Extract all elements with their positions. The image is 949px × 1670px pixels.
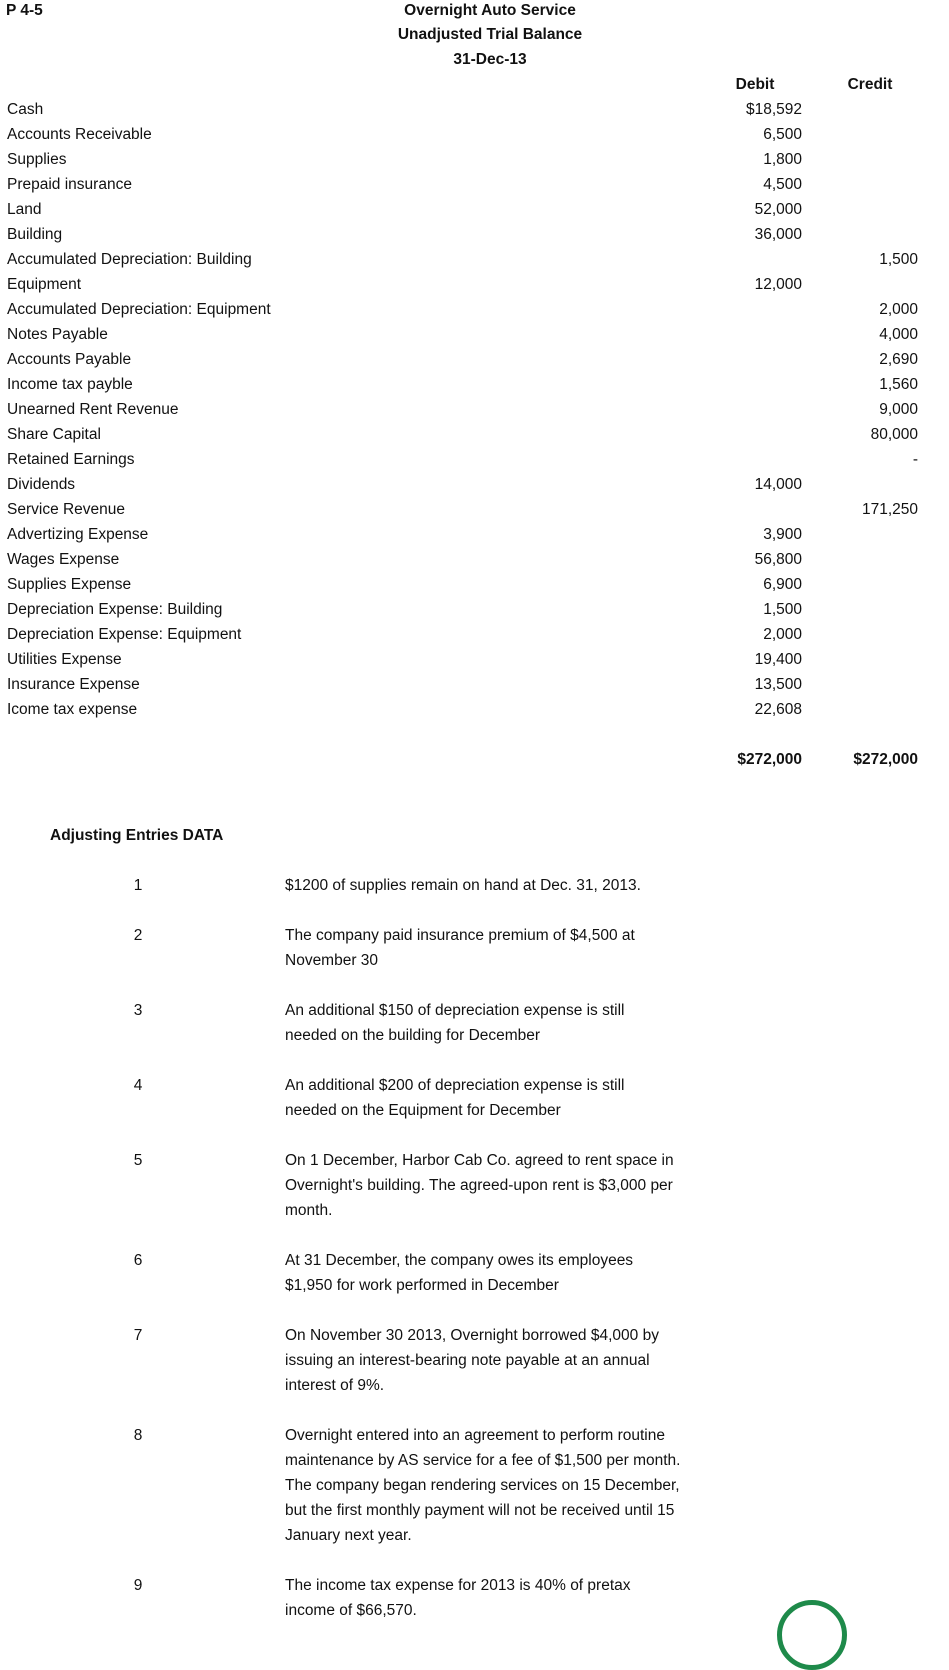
debit-amount: 22,608 — [754, 701, 802, 718]
account-row — [0, 150, 949, 175]
account-row — [0, 525, 949, 550]
account-row — [0, 100, 949, 125]
adjustment-text: The company paid insurance premium of $4,500 at November 30 — [285, 927, 635, 969]
account-row — [0, 350, 949, 375]
report-date: 31-Dec-13 — [453, 51, 527, 68]
account-row — [0, 125, 949, 150]
account-name: Accounts Payable — [7, 351, 132, 368]
adjustment-text: $1200 of supplies remain on hand at Dec. 31, 2013. — [285, 877, 641, 894]
debit-amount: 3,900 — [763, 526, 802, 543]
account-row — [0, 200, 949, 225]
adjustment-text: On 1 December, Harbor Cab Co. agreed to rent space in Overnight's building. The agreed-upon rent is $3,000 per month. — [285, 1152, 674, 1219]
total-debit: $272,000 — [737, 751, 802, 768]
account-row — [0, 275, 949, 300]
account-name: Wages Expense — [7, 551, 120, 568]
account-name: Depreciation Expense: Building — [7, 601, 223, 618]
credit-amount: 2,000 — [879, 301, 918, 318]
account-name: Notes Payable — [7, 326, 108, 343]
debit-amount: 6,900 — [763, 576, 802, 593]
account-row — [0, 175, 949, 200]
adjustment-number: 7 — [133, 1327, 143, 1344]
credit-amount: 1,560 — [879, 376, 918, 393]
debit-amount: 12,000 — [754, 276, 802, 293]
account-name: Accumulated Depreciation: Equipment — [7, 301, 271, 318]
debit-amount: 19,400 — [754, 651, 802, 668]
adjustment-text: An additional $150 of depreciation expense is still needed on the building for December — [285, 1002, 625, 1044]
debit-amount: 36,000 — [754, 226, 802, 243]
account-name: Cash — [7, 101, 44, 118]
adjustment-number: 1 — [133, 877, 143, 894]
adjustment-number: 4 — [133, 1077, 143, 1094]
debit-amount: 13,500 — [754, 676, 802, 693]
account-name: Equipment — [7, 276, 82, 293]
debit-amount: 52,000 — [754, 201, 802, 218]
account-name: Land — [7, 201, 42, 218]
account-row — [0, 475, 949, 500]
account-row — [0, 375, 949, 400]
debit-amount: 1,800 — [763, 151, 802, 168]
account-row — [0, 325, 949, 350]
account-name: Prepaid insurance — [7, 176, 132, 193]
credit-column-header: Credit — [847, 76, 893, 93]
credit-amount: 9,000 — [879, 401, 918, 418]
account-name: Supplies — [7, 151, 67, 168]
account-row — [0, 700, 949, 725]
account-name: Insurance Expense — [7, 676, 140, 693]
debit-column-header: Debit — [735, 76, 775, 93]
adjustment-number: 5 — [133, 1152, 143, 1169]
total-credit: $272,000 — [853, 751, 918, 768]
adjusting-entries-heading: Adjusting Entries DATA — [50, 827, 224, 844]
debit-amount: 2,000 — [763, 626, 802, 643]
adjustment-number: 2 — [133, 927, 143, 944]
adjustment-text: On November 30 2013, Overnight borrowed $4,000 by issuing an interest-bearing note payable at an annual interest of 9%. — [285, 1327, 659, 1394]
credit-amount: 171,250 — [861, 501, 918, 518]
adjustment-number: 8 — [133, 1427, 143, 1444]
adjustment-number: 9 — [133, 1577, 143, 1594]
account-row — [0, 675, 949, 700]
account-name: Income tax payble — [7, 376, 133, 393]
account-name: Accumulated Depreciation: Building — [7, 251, 252, 268]
debit-amount: 4,500 — [763, 176, 802, 193]
account-name: Service Revenue — [7, 501, 126, 518]
report-title: Unadjusted Trial Balance — [397, 26, 583, 43]
account-name: Supplies Expense — [7, 576, 132, 593]
adjustment-number: 3 — [133, 1002, 143, 1019]
debit-amount: 14,000 — [754, 476, 802, 493]
account-row — [0, 425, 949, 450]
debit-amount: $18,592 — [745, 101, 802, 118]
account-row — [0, 450, 949, 475]
debit-amount: 1,500 — [763, 601, 802, 618]
green-circle-mark — [777, 1600, 847, 1670]
account-name: Icome tax expense — [7, 701, 138, 718]
account-row — [0, 250, 949, 275]
account-row — [0, 300, 949, 325]
adjustment-text: The income tax expense for 2013 is 40% of pretax income of $66,570. — [285, 1577, 631, 1619]
credit-amount: 4,000 — [879, 326, 918, 343]
account-name: Depreciation Expense: Equipment — [7, 626, 242, 643]
account-row — [0, 225, 949, 250]
adjustment-text: Overnight entered into an agreement to perform routine maintenance by AS service for a fee of $1,500 per month. The company began rendering services on 15 December, but the first monthly payment will not be received until 15 January next year. — [285, 1427, 681, 1544]
credit-amount: 1,500 — [879, 251, 918, 268]
account-row — [0, 625, 949, 650]
debit-amount: 56,800 — [754, 551, 802, 568]
adjustment-text: At 31 December, the company owes its employees $1,950 for work performed in December — [285, 1252, 634, 1294]
account-name: Building — [7, 226, 63, 243]
account-row — [0, 650, 949, 675]
account-name: Share Capital — [7, 426, 101, 443]
account-name: Retained Earnings — [7, 451, 135, 468]
account-row — [0, 550, 949, 575]
company-name: Overnight Auto Service — [404, 2, 576, 19]
account-row — [0, 500, 949, 525]
account-name: Dividends — [7, 476, 76, 493]
credit-amount: - — [912, 451, 918, 468]
account-name: Unearned Rent Revenue — [7, 401, 179, 418]
adjustment-number: 6 — [133, 1252, 143, 1269]
credit-amount: 80,000 — [870, 426, 918, 443]
account-name: Accounts Receivable — [7, 126, 152, 143]
account-row — [0, 600, 949, 625]
account-name: Advertizing Expense — [7, 526, 149, 543]
account-name: Utilities Expense — [7, 651, 122, 668]
credit-amount: 2,690 — [879, 351, 918, 368]
problem-id: P 4-5 — [6, 2, 43, 19]
account-row — [0, 400, 949, 425]
account-row — [0, 575, 949, 600]
debit-amount: 6,500 — [763, 126, 802, 143]
adjustment-text: An additional $200 of depreciation expense is still needed on the Equipment for December — [285, 1077, 625, 1119]
